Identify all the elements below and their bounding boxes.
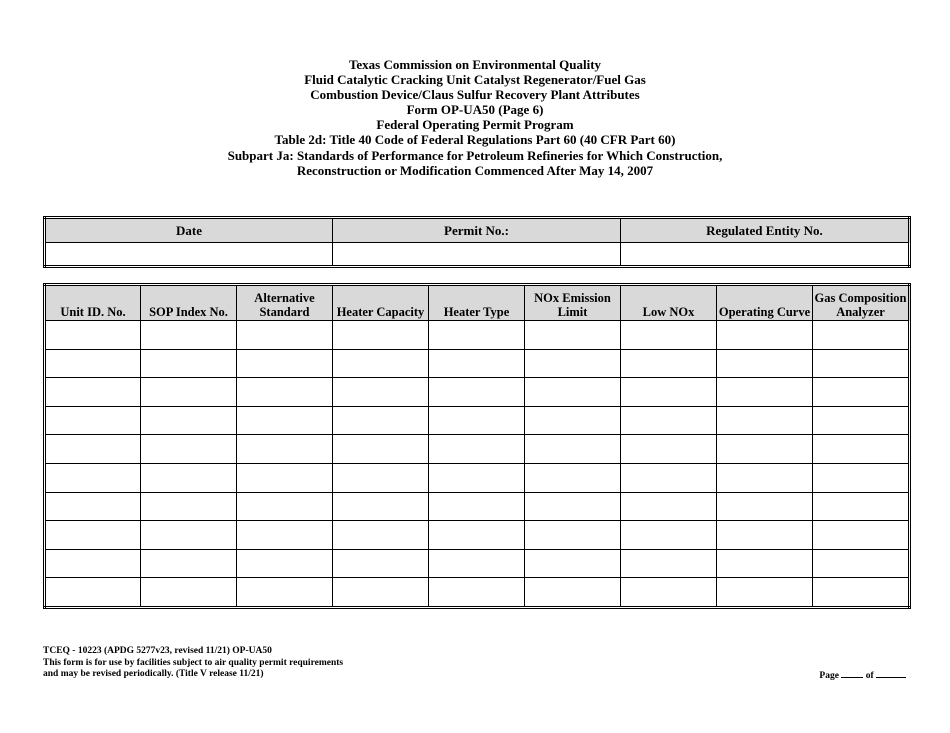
table-cell[interactable] bbox=[429, 435, 525, 464]
header-table-title: Table 2d: Title 40 Code of Federal Regulations Part 60 (40 CFR Part 60) bbox=[274, 132, 676, 148]
header-unit-title-cont: Combustion Device/Claus Sulfur Recovery Plant Attributes bbox=[310, 87, 640, 103]
header-program: Federal Operating Permit Program bbox=[376, 117, 574, 133]
table-cell[interactable] bbox=[717, 435, 813, 464]
regulated-entity-header: Regulated Entity No. bbox=[621, 218, 910, 243]
table-cell[interactable] bbox=[333, 492, 429, 521]
table-cell[interactable] bbox=[237, 492, 333, 521]
table-cell[interactable] bbox=[45, 321, 141, 350]
table-cell[interactable] bbox=[333, 321, 429, 350]
table-row bbox=[45, 521, 910, 550]
table-cell[interactable] bbox=[45, 492, 141, 521]
table-cell[interactable] bbox=[717, 492, 813, 521]
table-cell[interactable] bbox=[429, 349, 525, 378]
table-row bbox=[45, 406, 910, 435]
table-cell[interactable] bbox=[717, 549, 813, 578]
table-cell[interactable] bbox=[525, 549, 621, 578]
table-row bbox=[45, 463, 910, 492]
table-cell[interactable] bbox=[813, 349, 910, 378]
col-heater-type: Heater Type bbox=[429, 285, 525, 321]
table-cell[interactable] bbox=[621, 406, 717, 435]
table-cell[interactable] bbox=[45, 435, 141, 464]
form-header bbox=[0, 57, 950, 178]
table-cell[interactable] bbox=[621, 378, 717, 407]
table-cell[interactable] bbox=[621, 349, 717, 378]
table-cell[interactable] bbox=[525, 521, 621, 550]
table-cell[interactable] bbox=[333, 463, 429, 492]
table-cell[interactable] bbox=[141, 378, 237, 407]
table-cell[interactable] bbox=[429, 321, 525, 350]
table-row bbox=[45, 378, 910, 407]
table-cell[interactable] bbox=[621, 435, 717, 464]
table-cell[interactable] bbox=[429, 521, 525, 550]
attributes-table bbox=[43, 283, 911, 609]
table-row bbox=[45, 435, 910, 464]
table-cell[interactable] bbox=[45, 378, 141, 407]
table-cell[interactable] bbox=[813, 492, 910, 521]
page-number-blank[interactable] bbox=[841, 668, 863, 678]
col-heater-capacity: Heater Capacity bbox=[333, 285, 429, 321]
table-cell[interactable] bbox=[333, 378, 429, 407]
table-cell[interactable] bbox=[333, 521, 429, 550]
table-row bbox=[45, 349, 910, 378]
table-cell[interactable] bbox=[141, 521, 237, 550]
table-cell[interactable] bbox=[333, 435, 429, 464]
page-total-blank[interactable] bbox=[876, 668, 906, 678]
table-cell[interactable] bbox=[813, 549, 910, 578]
regulated-entity-field[interactable] bbox=[621, 243, 910, 267]
table-row bbox=[45, 492, 910, 521]
table-cell[interactable] bbox=[141, 321, 237, 350]
table-cell[interactable] bbox=[621, 549, 717, 578]
table-cell[interactable] bbox=[813, 521, 910, 550]
table-cell[interactable] bbox=[45, 578, 141, 608]
col-low-nox: Low NOx bbox=[621, 285, 717, 321]
col-sop-index: SOP Index No. bbox=[141, 285, 237, 321]
table-cell[interactable] bbox=[141, 578, 237, 608]
table-cell[interactable] bbox=[621, 321, 717, 350]
table-body bbox=[45, 321, 910, 608]
table-cell[interactable] bbox=[717, 521, 813, 550]
table-row bbox=[45, 578, 910, 608]
col-gas-composition-analyzer: Gas Composition Analyzer bbox=[813, 285, 910, 321]
table-cell[interactable] bbox=[333, 406, 429, 435]
table-cell[interactable] bbox=[237, 549, 333, 578]
table-cell[interactable] bbox=[813, 406, 910, 435]
footer-revision-note: and may be revised periodically. (Title V release 11/21) bbox=[43, 669, 264, 679]
table-cell[interactable] bbox=[237, 578, 333, 608]
table-cell[interactable] bbox=[237, 406, 333, 435]
table-cell[interactable] bbox=[717, 463, 813, 492]
table-cell[interactable] bbox=[141, 406, 237, 435]
table-cell[interactable] bbox=[813, 463, 910, 492]
table-cell[interactable] bbox=[141, 549, 237, 578]
table-cell[interactable] bbox=[429, 463, 525, 492]
header-agency: Texas Commission on Environmental Quality bbox=[348, 57, 602, 72]
table-cell[interactable] bbox=[141, 492, 237, 521]
table-cell[interactable] bbox=[45, 349, 141, 378]
table-cell[interactable] bbox=[333, 578, 429, 608]
table-cell[interactable] bbox=[45, 521, 141, 550]
table-cell[interactable] bbox=[45, 463, 141, 492]
form-footer bbox=[43, 646, 343, 681]
table-cell[interactable] bbox=[621, 578, 717, 608]
date-header: Date bbox=[45, 218, 333, 243]
table-cell[interactable] bbox=[717, 406, 813, 435]
table-cell[interactable] bbox=[621, 521, 717, 550]
table-cell[interactable] bbox=[429, 492, 525, 521]
permit-no-header: Permit No.: bbox=[333, 218, 621, 243]
table-row bbox=[45, 549, 910, 578]
table-cell[interactable] bbox=[525, 578, 621, 608]
header-subpart: Subpart Ja: Standards of Performance for Petroleum Refineries for Which Construction, bbox=[227, 147, 723, 163]
table-cell[interactable] bbox=[237, 378, 333, 407]
table-cell[interactable] bbox=[141, 463, 237, 492]
table-cell[interactable] bbox=[45, 406, 141, 435]
table-cell[interactable] bbox=[429, 578, 525, 608]
table-cell[interactable] bbox=[525, 321, 621, 350]
header-form-id: Form OP-UA50 (Page 6) bbox=[406, 102, 544, 118]
table-cell[interactable] bbox=[237, 435, 333, 464]
table-cell[interactable] bbox=[237, 349, 333, 378]
footer-usage-note: This form is for use by facilities subject to air quality permit requirements bbox=[43, 657, 344, 668]
col-nox-emission-limit: NOx Emission Limit bbox=[525, 285, 621, 321]
table-cell[interactable] bbox=[717, 321, 813, 350]
table-cell[interactable] bbox=[141, 349, 237, 378]
table-cell[interactable] bbox=[237, 521, 333, 550]
header-subpart-cont: Reconstruction or Modification Commenced After May 14, 2007 bbox=[296, 162, 654, 178]
table-cell[interactable] bbox=[813, 435, 910, 464]
table-cell[interactable] bbox=[45, 549, 141, 578]
table-cell[interactable] bbox=[237, 321, 333, 350]
permit-no-field[interactable] bbox=[333, 243, 621, 267]
table-cell[interactable] bbox=[525, 492, 621, 521]
page-counter bbox=[819, 668, 906, 681]
of-label: of bbox=[865, 671, 874, 681]
table-cell[interactable] bbox=[813, 378, 910, 407]
permit-info-table bbox=[43, 216, 911, 268]
table-cell[interactable] bbox=[813, 321, 910, 350]
table-cell[interactable] bbox=[717, 378, 813, 407]
table-cell[interactable] bbox=[237, 463, 333, 492]
header-unit-title: Fluid Catalytic Cracking Unit Catalyst Regenerator/Fuel Gas bbox=[304, 72, 646, 88]
table-cell[interactable] bbox=[141, 435, 237, 464]
table-cell[interactable] bbox=[525, 435, 621, 464]
table-cell[interactable] bbox=[333, 549, 429, 578]
table-cell[interactable] bbox=[525, 406, 621, 435]
table-cell[interactable] bbox=[717, 349, 813, 378]
date-field[interactable] bbox=[45, 243, 333, 267]
table-row bbox=[45, 321, 910, 350]
table-cell[interactable] bbox=[621, 463, 717, 492]
col-alternative-standard: Alternative Standard bbox=[237, 285, 333, 321]
table-cell[interactable] bbox=[429, 549, 525, 578]
table-cell[interactable] bbox=[429, 406, 525, 435]
table-cell[interactable] bbox=[621, 492, 717, 521]
table-cell[interactable] bbox=[333, 349, 429, 378]
col-operating-curve: Operating Curve bbox=[717, 285, 813, 321]
table-cell[interactable] bbox=[525, 349, 621, 378]
table-cell[interactable] bbox=[813, 578, 910, 608]
footer-form-number: TCEQ - 10223 (APDG 5277v23, revised 11/21) OP-UA50 bbox=[43, 646, 272, 656]
col-unit-id: Unit ID. No. bbox=[45, 285, 141, 321]
table-cell[interactable] bbox=[525, 463, 621, 492]
page-label: Page bbox=[819, 671, 839, 681]
table-cell[interactable] bbox=[525, 378, 621, 407]
table-cell[interactable] bbox=[429, 378, 525, 407]
table-cell[interactable] bbox=[717, 578, 813, 608]
